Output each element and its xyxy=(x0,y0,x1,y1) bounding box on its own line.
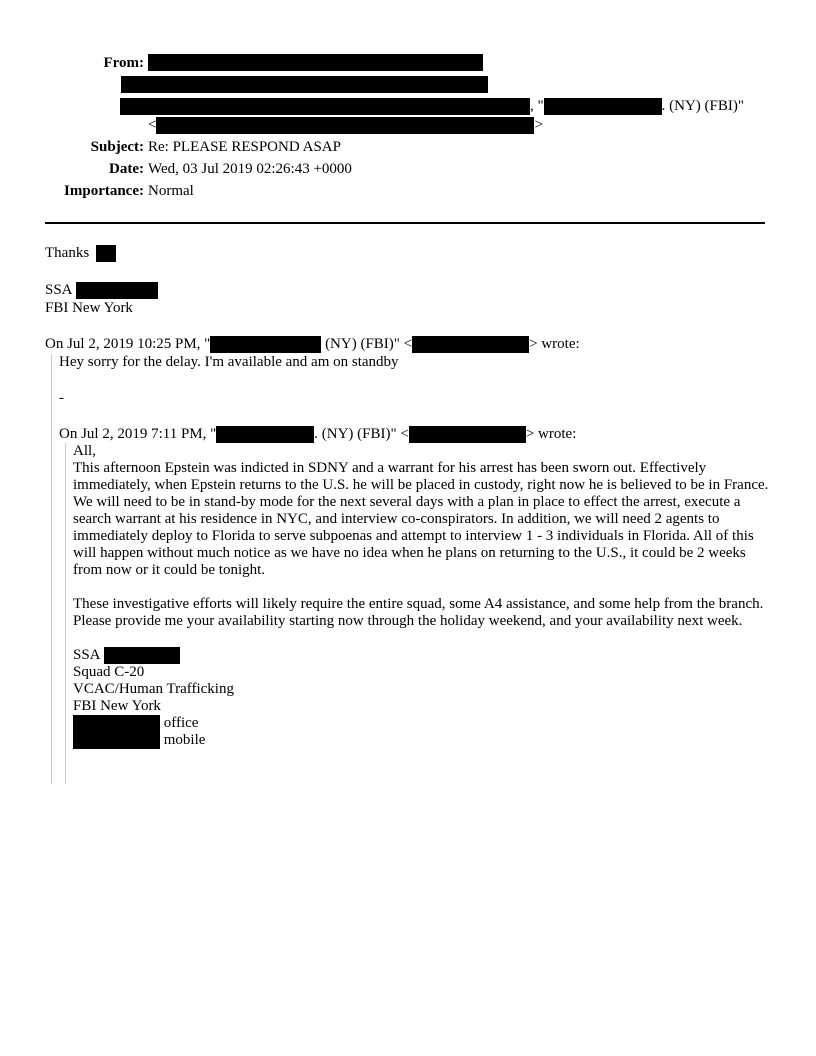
quote2-phone-office xyxy=(73,715,198,732)
quote2-signature-squad: Squad C-20 xyxy=(73,664,145,680)
signature-office: FBI New York xyxy=(45,300,133,316)
thanks-text: Thanks xyxy=(45,245,90,261)
redaction-bar xyxy=(73,715,160,732)
from-label: From: xyxy=(103,55,144,71)
redaction-bar xyxy=(412,336,529,353)
angle-open: < xyxy=(148,117,157,133)
quote2-signature-office: FBI New York xyxy=(73,698,161,714)
quote2-greeting: All, xyxy=(73,443,96,459)
phone-office-label: office xyxy=(163,715,199,731)
redaction-bar xyxy=(544,98,662,115)
redaction-bar xyxy=(210,336,321,353)
quote2-signature-title xyxy=(73,647,180,664)
subject-label: Subject: xyxy=(90,139,144,155)
attribution-suffix: > wrote: xyxy=(525,426,577,442)
sig-title-text: SSA xyxy=(73,647,100,663)
quote1-body: Hey sorry for the delay. I'm available and am on standby xyxy=(59,354,399,370)
attribution-suffix: > wrote: xyxy=(529,336,580,352)
redaction-bar xyxy=(216,426,314,443)
importance-label: Importance: xyxy=(64,183,144,199)
attribution-prefix: On Jul 2, 2019 10:25 PM, " xyxy=(45,336,211,352)
from-line-4 xyxy=(148,117,543,134)
quote2-paragraph-2: These investigative efforts will likely require the entire squad, some A4 assistance, and some help from the branch. Please provide me your availability starting now through the holiday weekend, and your availability next week. xyxy=(73,596,764,629)
quote2-attribution xyxy=(59,426,576,443)
importance-value: Normal xyxy=(148,183,194,199)
redaction-bar xyxy=(121,76,488,93)
date-label: Date: xyxy=(109,161,144,177)
redaction-bar xyxy=(148,54,483,71)
angle-close: > xyxy=(534,117,543,133)
sig-title-text: SSA xyxy=(45,282,72,298)
subject-value: Re: PLEASE RESPOND ASAP xyxy=(148,139,341,155)
quote2-signature-unit: VCAC/Human Trafficking xyxy=(73,681,234,697)
redaction-bar xyxy=(156,117,534,134)
attribution-mid: . (NY) (FBI)" < xyxy=(314,426,409,442)
quote2-phone-mobile xyxy=(73,732,205,749)
from-suffix-text: . (NY) (FBI)" xyxy=(661,98,744,114)
quote-bar-1 xyxy=(51,354,52,784)
quote1-attribution xyxy=(45,336,580,353)
attribution-prefix: On Jul 2, 2019 7:11 PM, " xyxy=(59,426,217,442)
phone-mobile-label: mobile xyxy=(163,732,206,748)
attribution-mid: (NY) (FBI)" < xyxy=(321,336,413,352)
redaction-bar xyxy=(73,732,160,749)
quote-bar-2 xyxy=(65,443,66,784)
redaction-bar xyxy=(96,245,116,262)
date-value: Wed, 03 Jul 2019 02:26:43 +0000 xyxy=(148,161,352,177)
redaction-bar xyxy=(76,282,158,299)
quote1-dash: - xyxy=(59,390,64,406)
redaction-bar xyxy=(409,426,526,443)
redaction-bar xyxy=(120,98,530,115)
redaction-bar xyxy=(104,647,180,664)
from-line-3 xyxy=(120,98,744,115)
quote2-paragraph-1: This afternoon Epstein was indicted in SDNY and a warrant for his arrest has been sworn out. Effectively immediately, when Epstein returns to the U.S. he will be placed in custody, right now he is believed to be in France. We will need to be in stand-by mode for the next several days with a plan in place to effect the arrest, execute a search warrant at his residence in NYC, and interview co-conspirators. In addition, we will need 2 agents to immediately deploy to Florida to serve subpoenas and attempt to interview 1 - 3 individuals in Florida. All of this will happen without much notice as we have no idea when he plans on returning to the U.S., it could be 2 weeks from now or it could be tonight. xyxy=(73,460,769,578)
thanks-line xyxy=(45,245,116,262)
header-divider xyxy=(45,222,765,224)
signature-title xyxy=(45,282,158,299)
from-quote-text: , " xyxy=(530,98,544,114)
